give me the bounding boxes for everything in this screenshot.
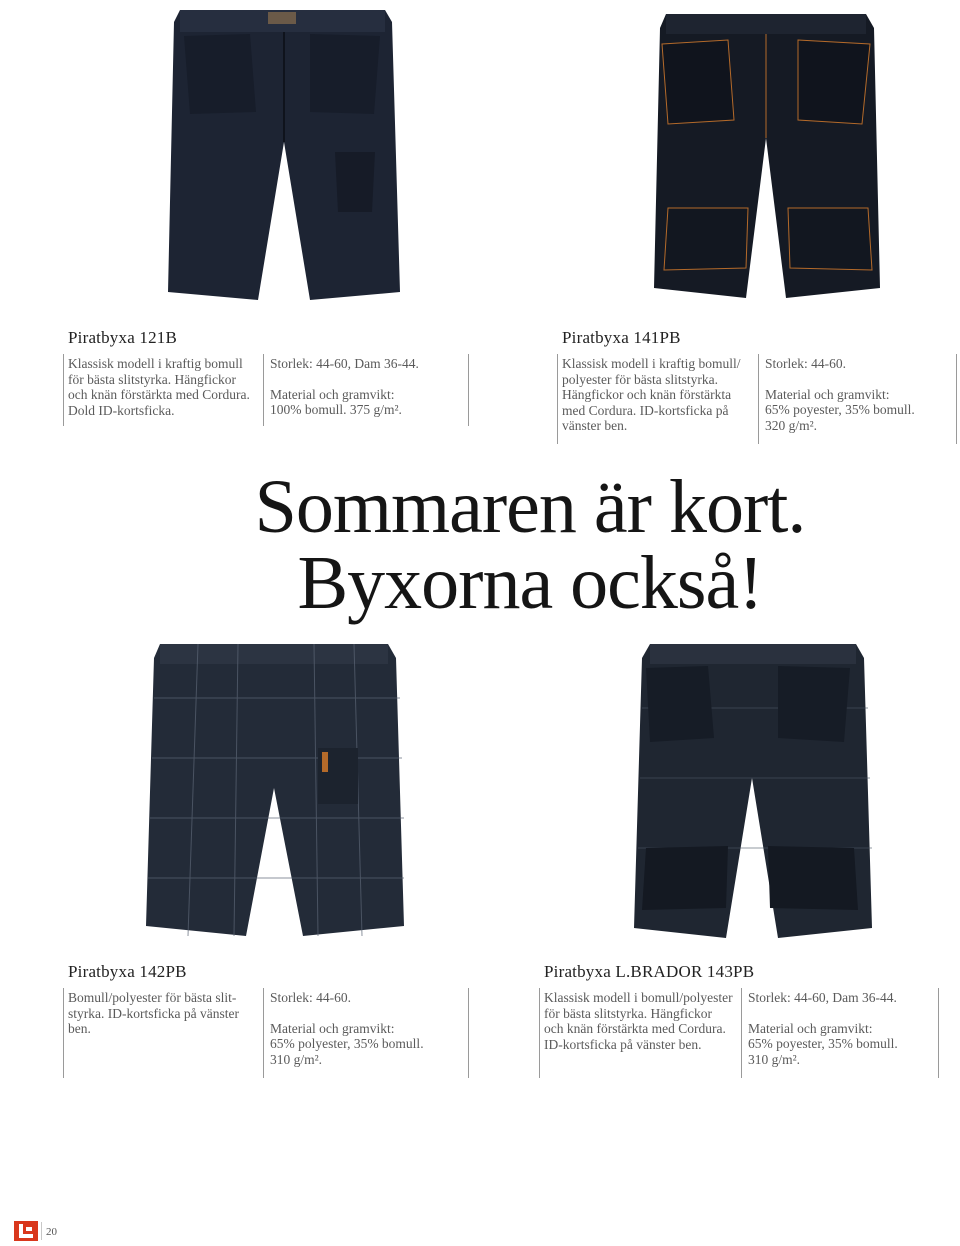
product-image-143pb [628,638,878,950]
product-description-121b: Klassisk modell i kraftig bomull för bästa slitstyrka. Hängfickor och knän förstärkta med Cordura. Dold ID-kortsficka. [68,356,250,418]
divider [63,988,64,1078]
divider [539,988,540,1078]
product-material-121b: 100% bomull. 375 g/m². [270,402,402,417]
product-description-143pb: Klassisk modell i bomull/polyester för bästa slitstyrka. Hängfickor och knän förstärkta med Cordura. ID-kortsficka på vänster ben. [544,990,733,1052]
product-description-141pb: Klassisk modell i kraftig bomull/ polyester för bästa slitstyrka. Hängfickor och knän förstärkta med Cordura. ID-kortsficka på vänster ben. [562,356,741,433]
divider [557,354,558,444]
divider [63,354,64,426]
divider [468,354,469,426]
footer-divider [41,1222,42,1240]
material-label: Material och gramvikt: [748,1020,873,1036]
product-specs-141pb [765,356,950,433]
product-image-141pb [648,8,883,306]
material-label: Material och gramvikt: [270,386,395,402]
divider [758,354,759,444]
product-description-142pb: Bomull/polyester för bästa slit- styrka. ID-kortsficka på vänster ben. [68,990,239,1036]
divider [468,988,469,1078]
product-specs-121b [270,356,460,418]
headline-line-1: Sommaren är kort. [254,465,806,549]
headline-line-2: Byxorna också! [297,541,763,625]
divider [956,354,957,444]
page-number: 20 [46,1226,57,1238]
product-image-121b [160,2,405,310]
product-title-142pb: Piratbyxa 142PB [68,962,187,981]
product-title-143pb: Piratbyxa L.BRADOR 143PB [544,962,755,981]
material-label: Material och gramvikt: [765,386,890,402]
divider [741,988,742,1078]
product-size-142pb: Storlek: 44-60. [270,990,351,1005]
product-material-141pb: 65% poyester, 35% bomull. 320 g/m². [765,402,915,433]
divider [263,988,264,1078]
product-specs-143pb [748,990,938,1067]
product-title-141pb: Piratbyxa 141PB [562,328,681,347]
lb-logo-icon [14,1221,38,1241]
divider [263,354,264,426]
product-material-142pb: 65% polyester, 35% bomull. 310 g/m². [270,1036,424,1067]
product-size-121b: Storlek: 44-60, Dam 36-44. [270,356,419,371]
product-size-143pb: Storlek: 44-60, Dam 36-44. [748,990,897,1005]
divider [938,988,939,1078]
product-material-143pb: 65% poyester, 35% bomull. 310 g/m². [748,1036,898,1067]
product-size-141pb: Storlek: 44-60. [765,356,846,371]
material-label: Material och gramvikt: [270,1020,395,1036]
product-specs-142pb [270,990,460,1067]
product-title-121b: Piratbyxa 121B [68,328,178,347]
product-image-142pb [138,638,413,948]
